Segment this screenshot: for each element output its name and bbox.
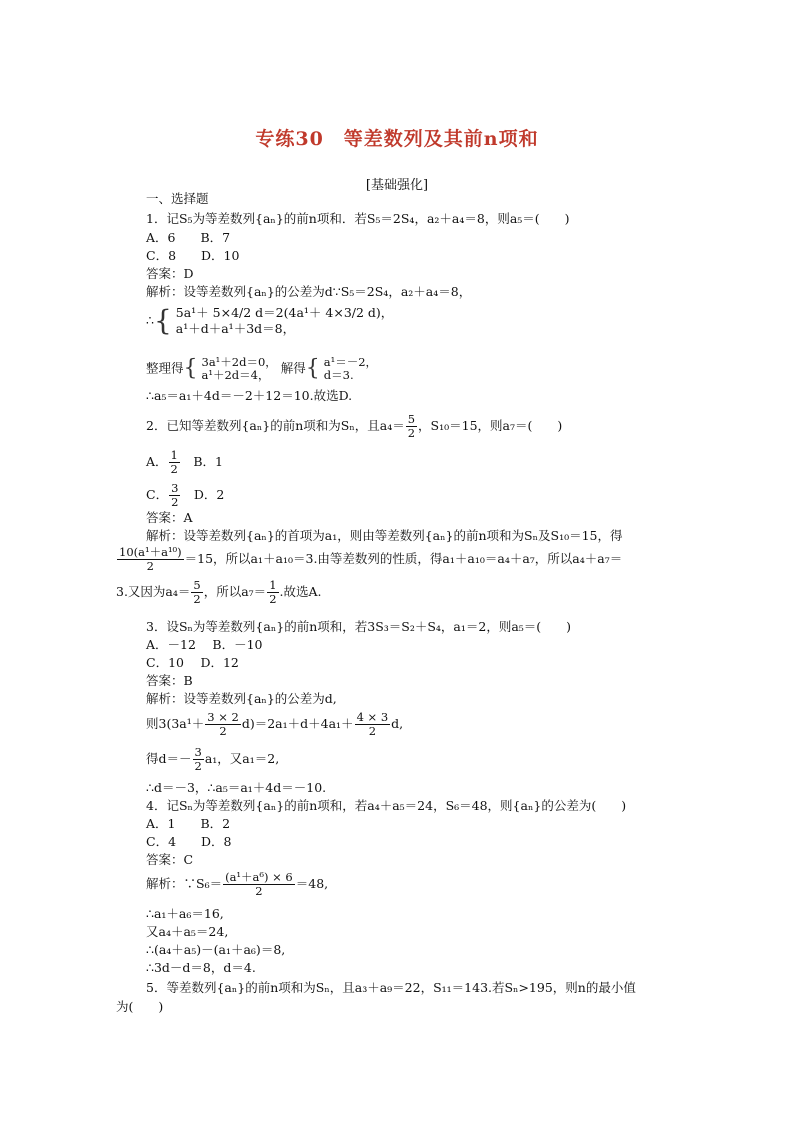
q1-solution-line3: 整理得{ 3a¹＋2d＝0， a¹＋2d＝4， 解得{ a¹＝－2， d＝3. <box>146 355 378 382</box>
section-heading: 一、选择题 <box>146 191 209 206</box>
q4-stem: 4．记Sₙ为等差数列{aₙ}的前n项和，若a₄＋a₅＝24，S₆＝48，则{aₙ}的公差为( ) <box>146 798 627 813</box>
q1-options-ab: A．6 B．7 <box>146 230 231 245</box>
q2-answer: 答案：A <box>146 510 193 525</box>
q4-solution-line3: 又a₄＋a₅＝24, <box>146 924 229 939</box>
q1-solution-line4: ∴a₅＝a₁＋4d＝－2＋12＝10.故选D. <box>146 388 353 403</box>
section-subtitle: [基础强化] <box>365 178 429 193</box>
q2-options-ab: A． $\frac{1}{2}$ B．1 <box>146 448 223 476</box>
q1-system: ∴{ 5a¹＋ 5×4/2 d＝2(4a¹＋ 4×3/2 d)， a¹＋d＋a¹＋3d＝8， <box>146 304 394 337</box>
q4-answer: 答案：C <box>146 852 194 867</box>
q2-solution-line3: 3.又因为a₄＝ $\frac{5}{2}$ ，所以a₇＝ $\frac{1}{2}$ .故选A. <box>116 578 322 606</box>
q1-system-eq2: a¹＋d＋a¹＋3d＝8， <box>175 321 296 336</box>
q1-solution-line1: 解析：设等差数列{aₙ}的公差为d∵S₅＝2S₄，a₂＋a₄＝8， <box>146 284 472 299</box>
q1-answer: 答案：D <box>146 266 194 281</box>
q5-stem-line1: 5．等差数列{aₙ}的前n项和为Sₙ，且a₃＋a₉＝22，S₁₁＝143.若Sₙ>195，则n的最小值 <box>146 980 636 995</box>
q3-solution-line3: 得d＝－ $\frac{3}{2}$ a₁，又a₁＝2, <box>146 745 280 773</box>
q4-solution-line2: ∴a₁＋a₆＝16, <box>146 906 224 921</box>
q3-solution-line1: 解析：设等差数列{aₙ}的公差为d, <box>146 691 337 706</box>
q1-system-eq1: 5a¹＋ 5×4/2 d＝2(4a¹＋ 4×3/2 d)， <box>175 305 394 320</box>
page-title: 专练30 等差数列及其前n项和 <box>255 128 539 150</box>
q3-options-ab: A．－12 B．－10 <box>146 637 263 652</box>
q1-options-cd: C．8 D．10 <box>146 248 240 263</box>
q4-solution-line5: ∴3d－d＝8，d＝4. <box>146 960 256 975</box>
q5-stem-line2: 为( ) <box>116 999 164 1014</box>
q4-solution-line1: 解析：∵S₆＝ $\frac{\text{(a¹＋a⁶) × 6}}{2}$ ＝48, <box>146 870 329 898</box>
q3-stem: 3．设Sₙ为等差数列{aₙ}的前n项和，若3S₃＝S₂＋S₄，a₁＝2，则a₅＝( ) <box>146 619 572 634</box>
brace: { <box>153 304 172 337</box>
q2-solution-line1: 解析：设等差数列{aₙ}的首项为a₁，则由等差数列{aₙ}的前n项和为Sₙ及S₁₀＝15，得 <box>146 528 623 543</box>
q2-stem: 2．已知等差数列{aₙ}的前n项和为Sₙ，且a₄＝ $\frac{5}{2}$ ，S₁₀＝15，则a₇＝( ) <box>146 412 563 440</box>
q1-stem: 1．记S₅为等差数列{aₙ}的前n项和．若S₅＝2S₄，a₂＋a₄＝8，则a₅＝( ) <box>146 211 570 226</box>
q3-solution-line4: ∴d＝－3，∴a₅＝a₁＋4d＝－10. <box>146 780 327 795</box>
q2-options-cd: C． $\frac{3}{2}$ D．2 <box>146 481 225 509</box>
q4-options-ab: A．1 B．2 <box>146 816 231 831</box>
q3-answer: 答案：B <box>146 673 193 688</box>
q4-solution-line4: ∴(a₄＋a₅)－(a₁＋a₆)＝8, <box>146 942 286 957</box>
q3-options-cd: C．10 D．12 <box>146 655 239 670</box>
q3-solution-line2: 则3(3a¹＋ $\frac{3 \times 2}{2}$ d)＝2a₁＋d＋4a₁＋ $\frac{4 \times 3}{2}$ d, <box>146 710 404 738</box>
q4-options-cd: C．4 D．8 <box>146 834 232 849</box>
q2-solution-line2: $\frac{\text{10(a¹＋a¹⁰)}}{2}$ ＝15，所以a₁＋a₁₀＝3.由等差数列的性质，得a₁＋a₁₀＝a₄＋a₇，所以a₄＋a₇＝ <box>119 545 623 573</box>
